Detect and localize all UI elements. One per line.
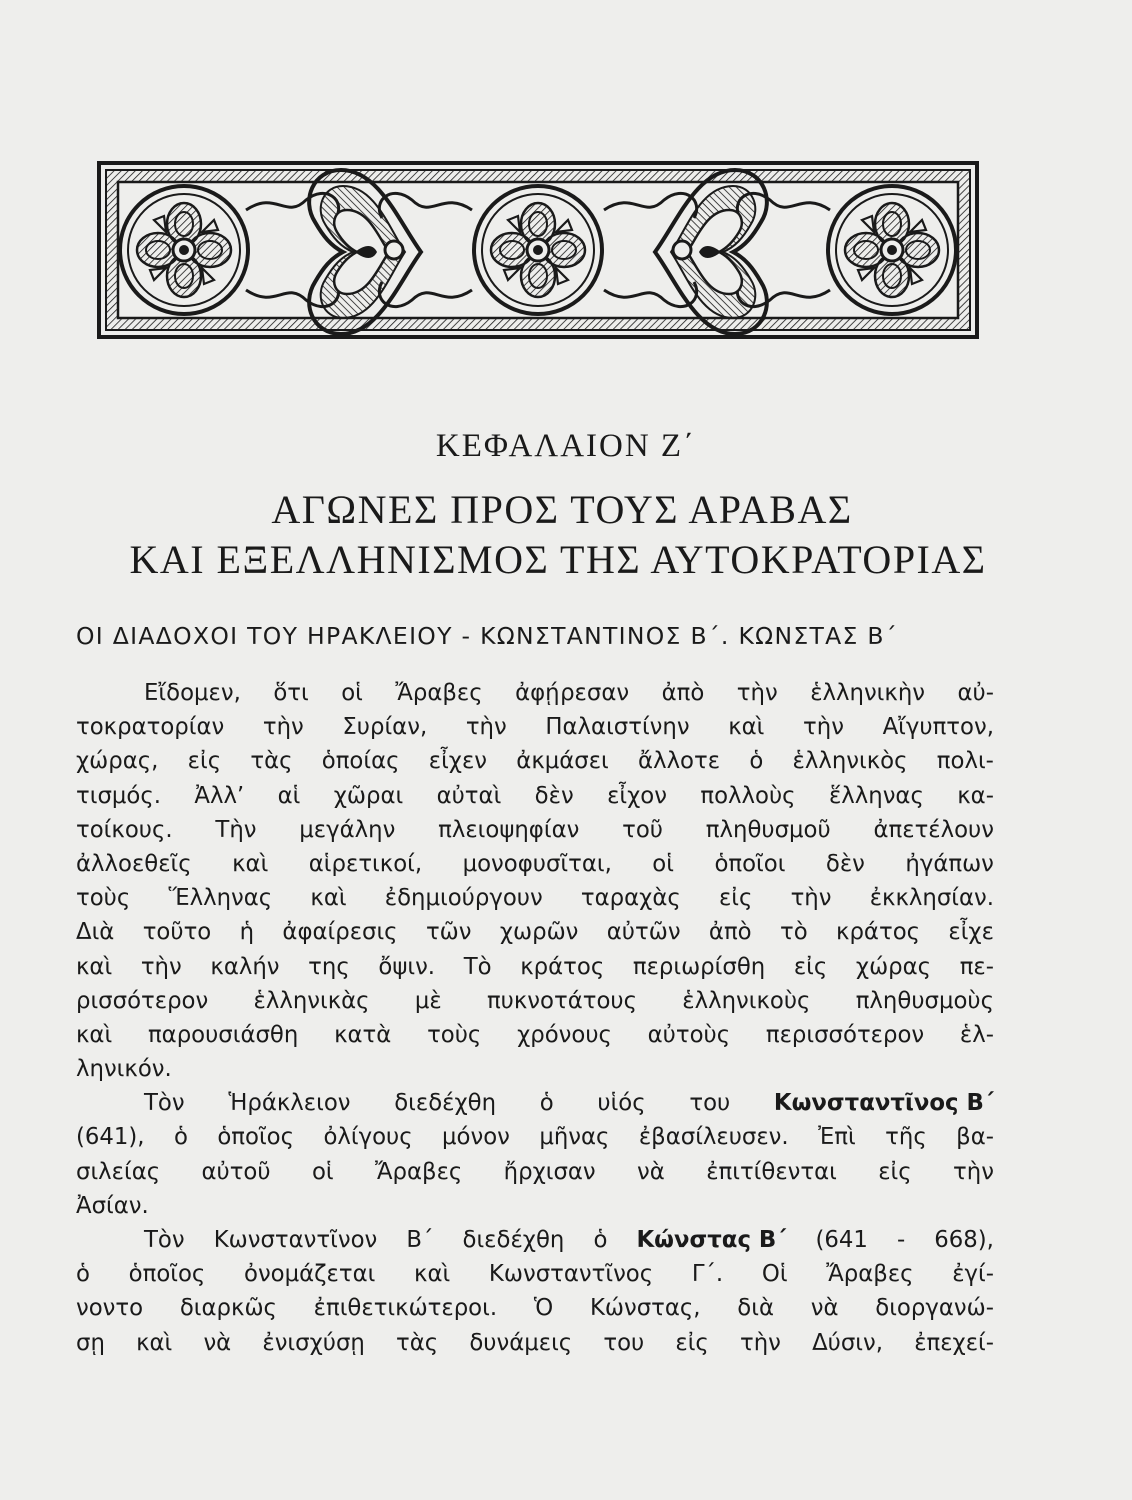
word: κράτος <box>836 919 921 946</box>
word: σῃ <box>76 1329 105 1356</box>
word: χῶραι <box>333 782 404 809</box>
word: οἱ <box>311 1158 334 1185</box>
byzantine-ornament-icon <box>96 160 980 340</box>
word: ὁ <box>749 748 764 775</box>
text-line <box>76 779 994 813</box>
word: κατὰ <box>334 1021 392 1048</box>
word: ἀπετέλουν <box>873 816 994 843</box>
word: καὶ <box>136 1329 173 1356</box>
word: υἱός <box>597 1090 646 1117</box>
word: ὁποῖος <box>217 1124 295 1151</box>
word: ἐπιθετικώτεροι. <box>313 1295 498 1322</box>
word: νὰ <box>637 1158 665 1185</box>
word: εἶχον <box>607 782 667 809</box>
word: Ἡράκλειον <box>228 1090 351 1117</box>
word: ἐδημιούργουν <box>384 885 543 912</box>
word: τοκρατορίαν <box>76 714 225 741</box>
word: ἤρχισαν <box>503 1158 596 1185</box>
word: σιλείας <box>76 1158 161 1185</box>
word: ὁ <box>76 1261 90 1288</box>
word: ταραχὰς <box>580 885 681 912</box>
word: Ἄραβες <box>395 680 483 706</box>
word: πλειοψηφίαν <box>438 816 580 843</box>
word: αὐτοὺς <box>647 1021 731 1048</box>
word: ἐπιτίθενται <box>706 1158 837 1185</box>
word: ὁποίας <box>321 748 400 775</box>
text-line <box>76 984 994 1018</box>
word: τοίκους. <box>76 816 173 843</box>
word: τοῦ <box>622 816 663 843</box>
word: ὁποῖοι <box>714 850 786 877</box>
word: Κωνσταντῖνος <box>488 1261 654 1288</box>
word: περισσότερον <box>765 1021 925 1048</box>
word: Αἴγυπτον, <box>882 714 994 741</box>
word: Γ΄. <box>691 1261 724 1288</box>
text-line <box>76 1189 994 1223</box>
text-line <box>76 813 994 847</box>
word: μονοφυσῖται, <box>462 850 612 877</box>
word: καὶ <box>232 850 269 877</box>
word: τὴν <box>803 714 844 741</box>
word: Ἐπὶ <box>818 1124 856 1151</box>
word: Οἱ <box>761 1261 788 1288</box>
text-line <box>76 1155 994 1189</box>
text-line <box>76 1291 994 1325</box>
word: αὐτῶν <box>606 919 681 946</box>
word: αὐτοῦ <box>201 1158 271 1185</box>
word: εἰς <box>675 1329 709 1356</box>
word: εἶχε <box>948 919 994 946</box>
word: τὰς <box>250 748 293 775</box>
word: τοὺς <box>427 1021 482 1048</box>
word: εἰς <box>793 953 828 980</box>
word: αἱ <box>277 782 301 809</box>
word: τῶν <box>425 919 472 946</box>
word: ἀπὸ <box>708 919 752 946</box>
word: καὶ <box>310 885 347 912</box>
word: μεγάλην <box>299 816 396 843</box>
word: δὲν <box>825 850 865 877</box>
word: δυνάμεις <box>469 1329 573 1356</box>
word: τὴν <box>953 1158 994 1185</box>
word: ἀφαίρεσις <box>282 919 398 946</box>
word: Παλαιστίνην <box>545 714 690 741</box>
word: περιωρίσθη <box>632 953 766 980</box>
body-text <box>76 676 994 1360</box>
word: 668), <box>934 1227 994 1253</box>
word: διεδέχθη <box>394 1090 497 1117</box>
chapter-label: ΚΕΦΑΛΑΙΟΝ Ζ΄ <box>435 428 697 464</box>
text-line <box>76 676 994 710</box>
word: τὴν <box>140 953 182 980</box>
word: Κώνστας, <box>589 1295 701 1322</box>
word: ὁποῖος <box>128 1261 206 1288</box>
text-line <box>76 881 994 915</box>
word: αἱρετικοί, <box>308 850 423 877</box>
chapter-title-line-1: ΑΓΩΝΕΣ ΠΡΟΣ ΤΟΥΣ ΑΡΑΒΑΣ <box>271 487 853 532</box>
emperor-name: Κωνσταντῖνος Β΄ <box>773 1090 994 1117</box>
word: ἑλ- <box>959 1021 994 1048</box>
word: του <box>603 1329 645 1356</box>
word: χρόνους <box>517 1021 612 1048</box>
word: τὸ <box>779 919 808 946</box>
text-line <box>76 744 994 778</box>
word: τισμός. <box>76 782 161 809</box>
word: Ἄραβες <box>375 1158 463 1185</box>
word: χώρας <box>855 953 932 980</box>
text-line <box>76 1086 994 1120</box>
word: καὶ <box>76 953 113 980</box>
word: καὶ <box>728 714 765 741</box>
chapter-title-line-2: ΚΑΙ ΕΞΕΛΛΗΝΙΣΜΟΣ ΤΗΣ ΑΥΤΟΚΡΑΤΟΡΙΑΣ <box>129 537 987 582</box>
word: ἐνισχύσῃ <box>262 1329 365 1356</box>
word: καὶ <box>76 1021 113 1048</box>
word: καὶ <box>414 1261 451 1288</box>
word: διεδέχθη <box>462 1227 565 1253</box>
word: νὰ <box>203 1329 232 1356</box>
text-line <box>76 915 994 949</box>
word: διαρκῶς <box>179 1295 277 1322</box>
word: πληθυσμοῦ <box>705 816 831 843</box>
word: καλήν <box>210 953 280 980</box>
word: Β΄ <box>406 1227 434 1253</box>
word: Τὸν <box>144 1227 185 1253</box>
word: Ὁ <box>533 1295 554 1322</box>
word: ὁ <box>593 1227 608 1253</box>
text-line <box>76 1326 994 1360</box>
word: Ἀλλ’ <box>194 782 245 809</box>
emperor-name: Κώνστας Β΄ <box>636 1227 787 1253</box>
word: ὁ <box>539 1090 554 1117</box>
word: εἰς <box>878 1158 912 1185</box>
word: ἠγάπων <box>905 850 994 877</box>
word: τὴν <box>465 714 507 741</box>
word: ἐβασίλευσεν. <box>638 1124 789 1151</box>
word: ἀκμάσει <box>516 748 609 775</box>
word: Τὸ <box>463 953 492 980</box>
word: χωρῶν <box>499 919 579 946</box>
word: Κωνσταντῖνον <box>213 1227 378 1253</box>
word: κράτος <box>520 953 605 980</box>
word: Συρίαν, <box>342 714 428 741</box>
word: εἶχεν <box>428 748 488 775</box>
word: πληθυσμοὺς <box>855 987 994 1014</box>
word: ἐκκλησίαν. <box>869 885 994 912</box>
word: τὰς <box>396 1329 439 1356</box>
text-line <box>76 1018 994 1052</box>
word: ὁ <box>173 1124 188 1151</box>
word: ἑλληνικὰς <box>253 987 370 1014</box>
word: πολι- <box>936 748 994 775</box>
word: Ἄραβες <box>826 1261 914 1288</box>
word: ὅτι <box>273 680 309 706</box>
word: Διὰ <box>76 919 115 946</box>
word: ἑλληνικὴν <box>810 680 926 706</box>
word: τὴν <box>790 885 832 912</box>
word: Τὴν <box>215 816 257 843</box>
word: τὴν <box>736 680 778 706</box>
word: παρουσιάσθη <box>147 1021 299 1048</box>
word: τὴν <box>739 1329 781 1356</box>
word: τοῦτο <box>142 919 212 946</box>
word: Ἕλληνας <box>168 885 273 912</box>
word: νὰ <box>810 1295 839 1322</box>
word: του <box>689 1090 731 1117</box>
word: μῆνας <box>539 1124 610 1151</box>
word: οἱ <box>341 680 363 706</box>
word: μὲ <box>414 987 442 1014</box>
word: αὐταὶ <box>436 782 502 809</box>
word: νοντο <box>76 1295 144 1322</box>
word: κα- <box>957 782 994 809</box>
word: (641), <box>76 1124 145 1151</box>
word: μόνον <box>442 1124 510 1151</box>
word: (641 <box>815 1227 868 1253</box>
text-line <box>76 950 994 984</box>
word: οἱ <box>652 850 674 877</box>
word: ἑλληνικοὺς <box>682 987 811 1014</box>
word: διὰ <box>737 1295 774 1322</box>
word: ἀπὸ <box>661 680 705 706</box>
word: της <box>308 953 350 980</box>
word: ἀλλοεθεῖς <box>76 850 192 877</box>
word: δὲν <box>534 782 574 809</box>
word: ὄψιν. <box>378 953 436 980</box>
word: Εἴδομεν, <box>144 680 241 706</box>
word: βα- <box>956 1124 994 1151</box>
word: Δύσιν, <box>812 1329 884 1356</box>
word: αὐ- <box>957 680 994 706</box>
text-line <box>76 1052 994 1086</box>
word: ἐπεχεί- <box>914 1329 994 1356</box>
section-subtitle: ΟΙ ΔΙΑΔΟΧΟΙ ΤΟΥ ΗΡΑΚΛΕΙΟΥ - ΚΩΝΣΤΑΝΤΙΝΟΣ Β΄. ΚΩΝΣΤΑΣ Β΄ <box>76 622 898 650</box>
word: ἡ <box>239 919 255 946</box>
word: χώρας, <box>76 748 159 775</box>
word: ἕλληνας <box>828 782 924 809</box>
text-line <box>76 1223 994 1257</box>
word: ἑλληνικὸς <box>792 748 908 775</box>
word: Τὸν <box>144 1090 185 1117</box>
text-line <box>76 710 994 744</box>
word: - <box>896 1227 906 1253</box>
word: εἰς <box>187 748 222 775</box>
text-line <box>76 1120 994 1154</box>
text-line <box>76 847 994 881</box>
word: ὀλίγους <box>323 1124 413 1151</box>
text-line <box>76 1257 994 1291</box>
word: πε- <box>959 953 994 980</box>
word: ρισσότερον <box>76 987 209 1014</box>
word: ὀνομάζεται <box>244 1261 376 1288</box>
word: τῆς <box>885 1124 927 1151</box>
word: ἐγί- <box>952 1261 994 1288</box>
text-span: ληνικόν. <box>76 1056 172 1083</box>
word: ἀφῄρεσαν <box>515 680 630 706</box>
word: τοὺς <box>76 885 131 912</box>
word: τὴν <box>262 714 304 741</box>
word: ἄλλοτε <box>638 748 721 775</box>
word: εἰς <box>718 885 753 912</box>
word: πολλοὺς <box>700 782 796 809</box>
word: πυκνοτάτους <box>486 987 637 1014</box>
word: διοργανώ- <box>875 1295 994 1322</box>
text-span: Ἀσίαν. <box>76 1192 149 1219</box>
